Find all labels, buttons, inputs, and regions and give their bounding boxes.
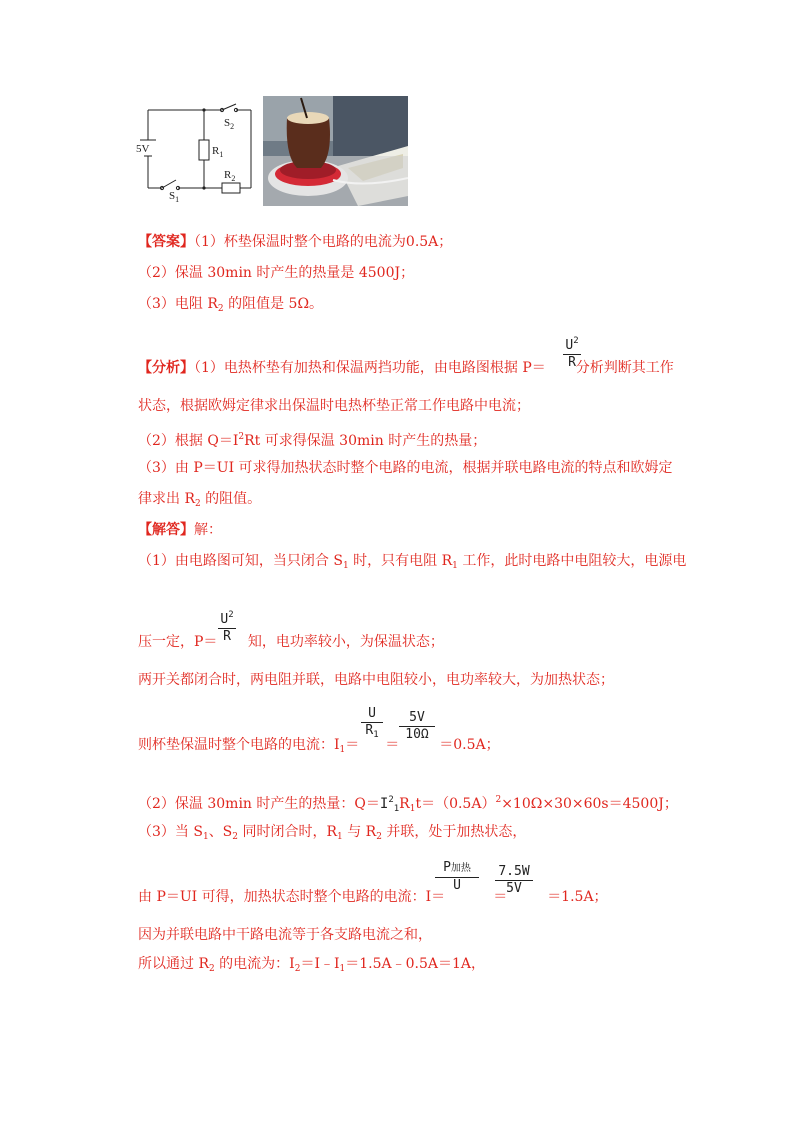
solution-line-1: （1）由电路图可知，当只闭合 $S_1$ 时，只有电阻 $R_1$ 工作，此时电路中电阻较大，电源电 xyxy=(138,553,687,571)
analysis-line-4: （3）由 P＝UI 可求得加热状态时整个电路的电流，根据并联电路电流的特点和欧姆定 xyxy=(138,460,673,476)
answer-line-1 xyxy=(138,232,452,252)
r2-label: $R_2$ xyxy=(224,169,236,183)
solution-line-5: （2）保温 30min 时产生的热量：$Q=I^2_1R_1t=(0.5A)^2\times 10\Omega\times 30\times 60s=4500J$； xyxy=(138,795,678,814)
analysis-line-5: 律求出 $R_2$ 的阻值。 xyxy=(138,491,262,509)
circuit-diagram xyxy=(136,96,261,206)
solution-fraction-power: $U^2$ R xyxy=(216,607,238,645)
solution-line-9: 所以通过 $R_2$ 的电流为：$I_2=I﹣I_1=1.5A﹣0.5A=1A$， xyxy=(138,956,486,974)
voltage-label: 5V xyxy=(136,143,150,155)
switch1-label: $S_1$ xyxy=(169,190,180,204)
analysis-line-1: 【分析】（1）电热杯垫有加热和保温两挡功能，由电路图根据 P＝ 分析判断其工作 xyxy=(138,360,674,376)
solution-tag-line: 【解答】解： xyxy=(138,522,222,538)
solution-line-6: （3）当 $S_1$、$S_2$ 同时闭合时，$R_1$ 与 $R_2$ 并联，处于加热状态， xyxy=(138,824,527,842)
answer-line-2: （2）保温 30min 时产生的热量是 4500J； xyxy=(138,265,415,281)
answer-line-3: （3）电阻 $R_2$ 的阻值是 5Ω。 xyxy=(138,296,324,314)
solution-line-2: 压一定，P＝ 知，电功率较小，为保温状态； xyxy=(138,634,444,650)
answer-tag: 【答案】 xyxy=(138,234,194,250)
switch2-label: $S_2$ xyxy=(224,117,235,131)
solution-fraction-values: 5V 10Ω xyxy=(398,710,436,743)
analysis-fraction: $U^2$ R xyxy=(561,333,583,371)
cup-warmer-photo xyxy=(263,96,408,206)
r1-label: $R_1$ xyxy=(212,145,224,159)
solution-line-4: 则杯垫保温时整个电路的电流：$I_1= = =0.5A$； xyxy=(138,737,500,755)
solution-fraction-current: 7.5W 5V xyxy=(494,864,534,897)
analysis-line-2: 状态，根据欧姆定律求出保温时电热杯垫正常工作电路中电流； xyxy=(138,398,530,414)
solution-line-7: 由 P＝UI 可得，加热状态时整个电路的电流：I＝ ＝ ＝1.5A； xyxy=(138,889,608,905)
solution-line-8: 因为并联电路中干路电流等于各支路电流之和， xyxy=(138,927,432,943)
solution-fraction-heating: P加热 U xyxy=(434,860,480,894)
solution-fraction-ohm: U $R_1$ xyxy=(360,706,384,743)
solution-line-3: 两开关都闭合时，两电阻并联，电路中电阻较小，电功率较大，为加热状态； xyxy=(138,672,614,688)
solution-tag: 【解答】 xyxy=(138,522,194,538)
analysis-tag: 【分析】 xyxy=(138,360,194,376)
analysis-line-3: （2）根据 $Q=I^2Rt$ 可求得保温 30min 时产生的热量； xyxy=(138,432,487,449)
answer-text-1: （1）杯垫保温时整个电路的电流为0.5A； xyxy=(194,234,453,250)
